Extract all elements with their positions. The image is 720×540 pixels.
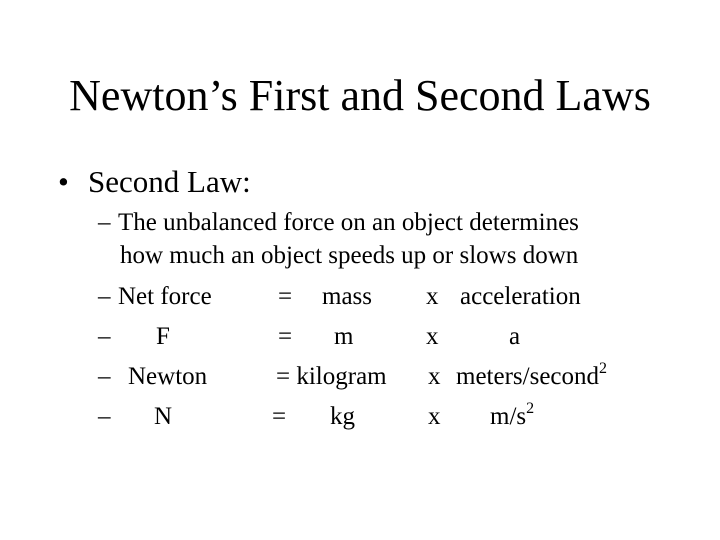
times-sign: x [426,323,439,350]
equation-row-unit-symbols [98,399,658,434]
times-sign: x [428,363,441,390]
dash-icon: – [98,403,111,430]
times-sign: x [428,403,441,430]
right-term-base: meters/second [456,363,600,390]
middle-term: m [334,323,354,350]
equals-sign: = kilogram [276,363,387,390]
middle-term: kg [330,403,355,430]
times-sign: x [426,283,439,310]
equals-sign: = [272,403,287,430]
right-term: a [509,323,521,350]
right-term-base: m/s [490,403,527,430]
exponent: 2 [599,359,608,377]
dash-icon: – [98,323,111,350]
main-bullet-text: Second Law: [88,164,251,199]
equals-sign: = [278,323,293,350]
quantity-label: F [156,323,170,350]
right-term: acceleration [460,283,581,310]
right-term [490,399,535,432]
equation-row-words [98,282,658,314]
main-bullet [58,164,251,200]
description-line-2: how much an object speeds up or slows down [120,242,579,269]
slide-title: Newton’s First and Second Laws [69,71,651,120]
middle-term: mass [322,283,372,310]
dash-icon: – [98,363,111,390]
description-line-1: The unbalanced force on an object determines [118,209,579,236]
dash-icon: – [98,209,111,236]
equation-row-symbols [98,322,658,354]
dash-icon: – [98,283,111,310]
quantity-label: Newton [128,363,208,390]
right-term [456,359,608,392]
quantity-label: Net force [118,283,212,310]
equation-row-units [98,359,658,394]
exponent: 2 [526,399,535,417]
quantity-label: N [154,403,173,430]
bullet-dot-icon: • [58,164,69,199]
equals-sign: = [278,283,293,310]
